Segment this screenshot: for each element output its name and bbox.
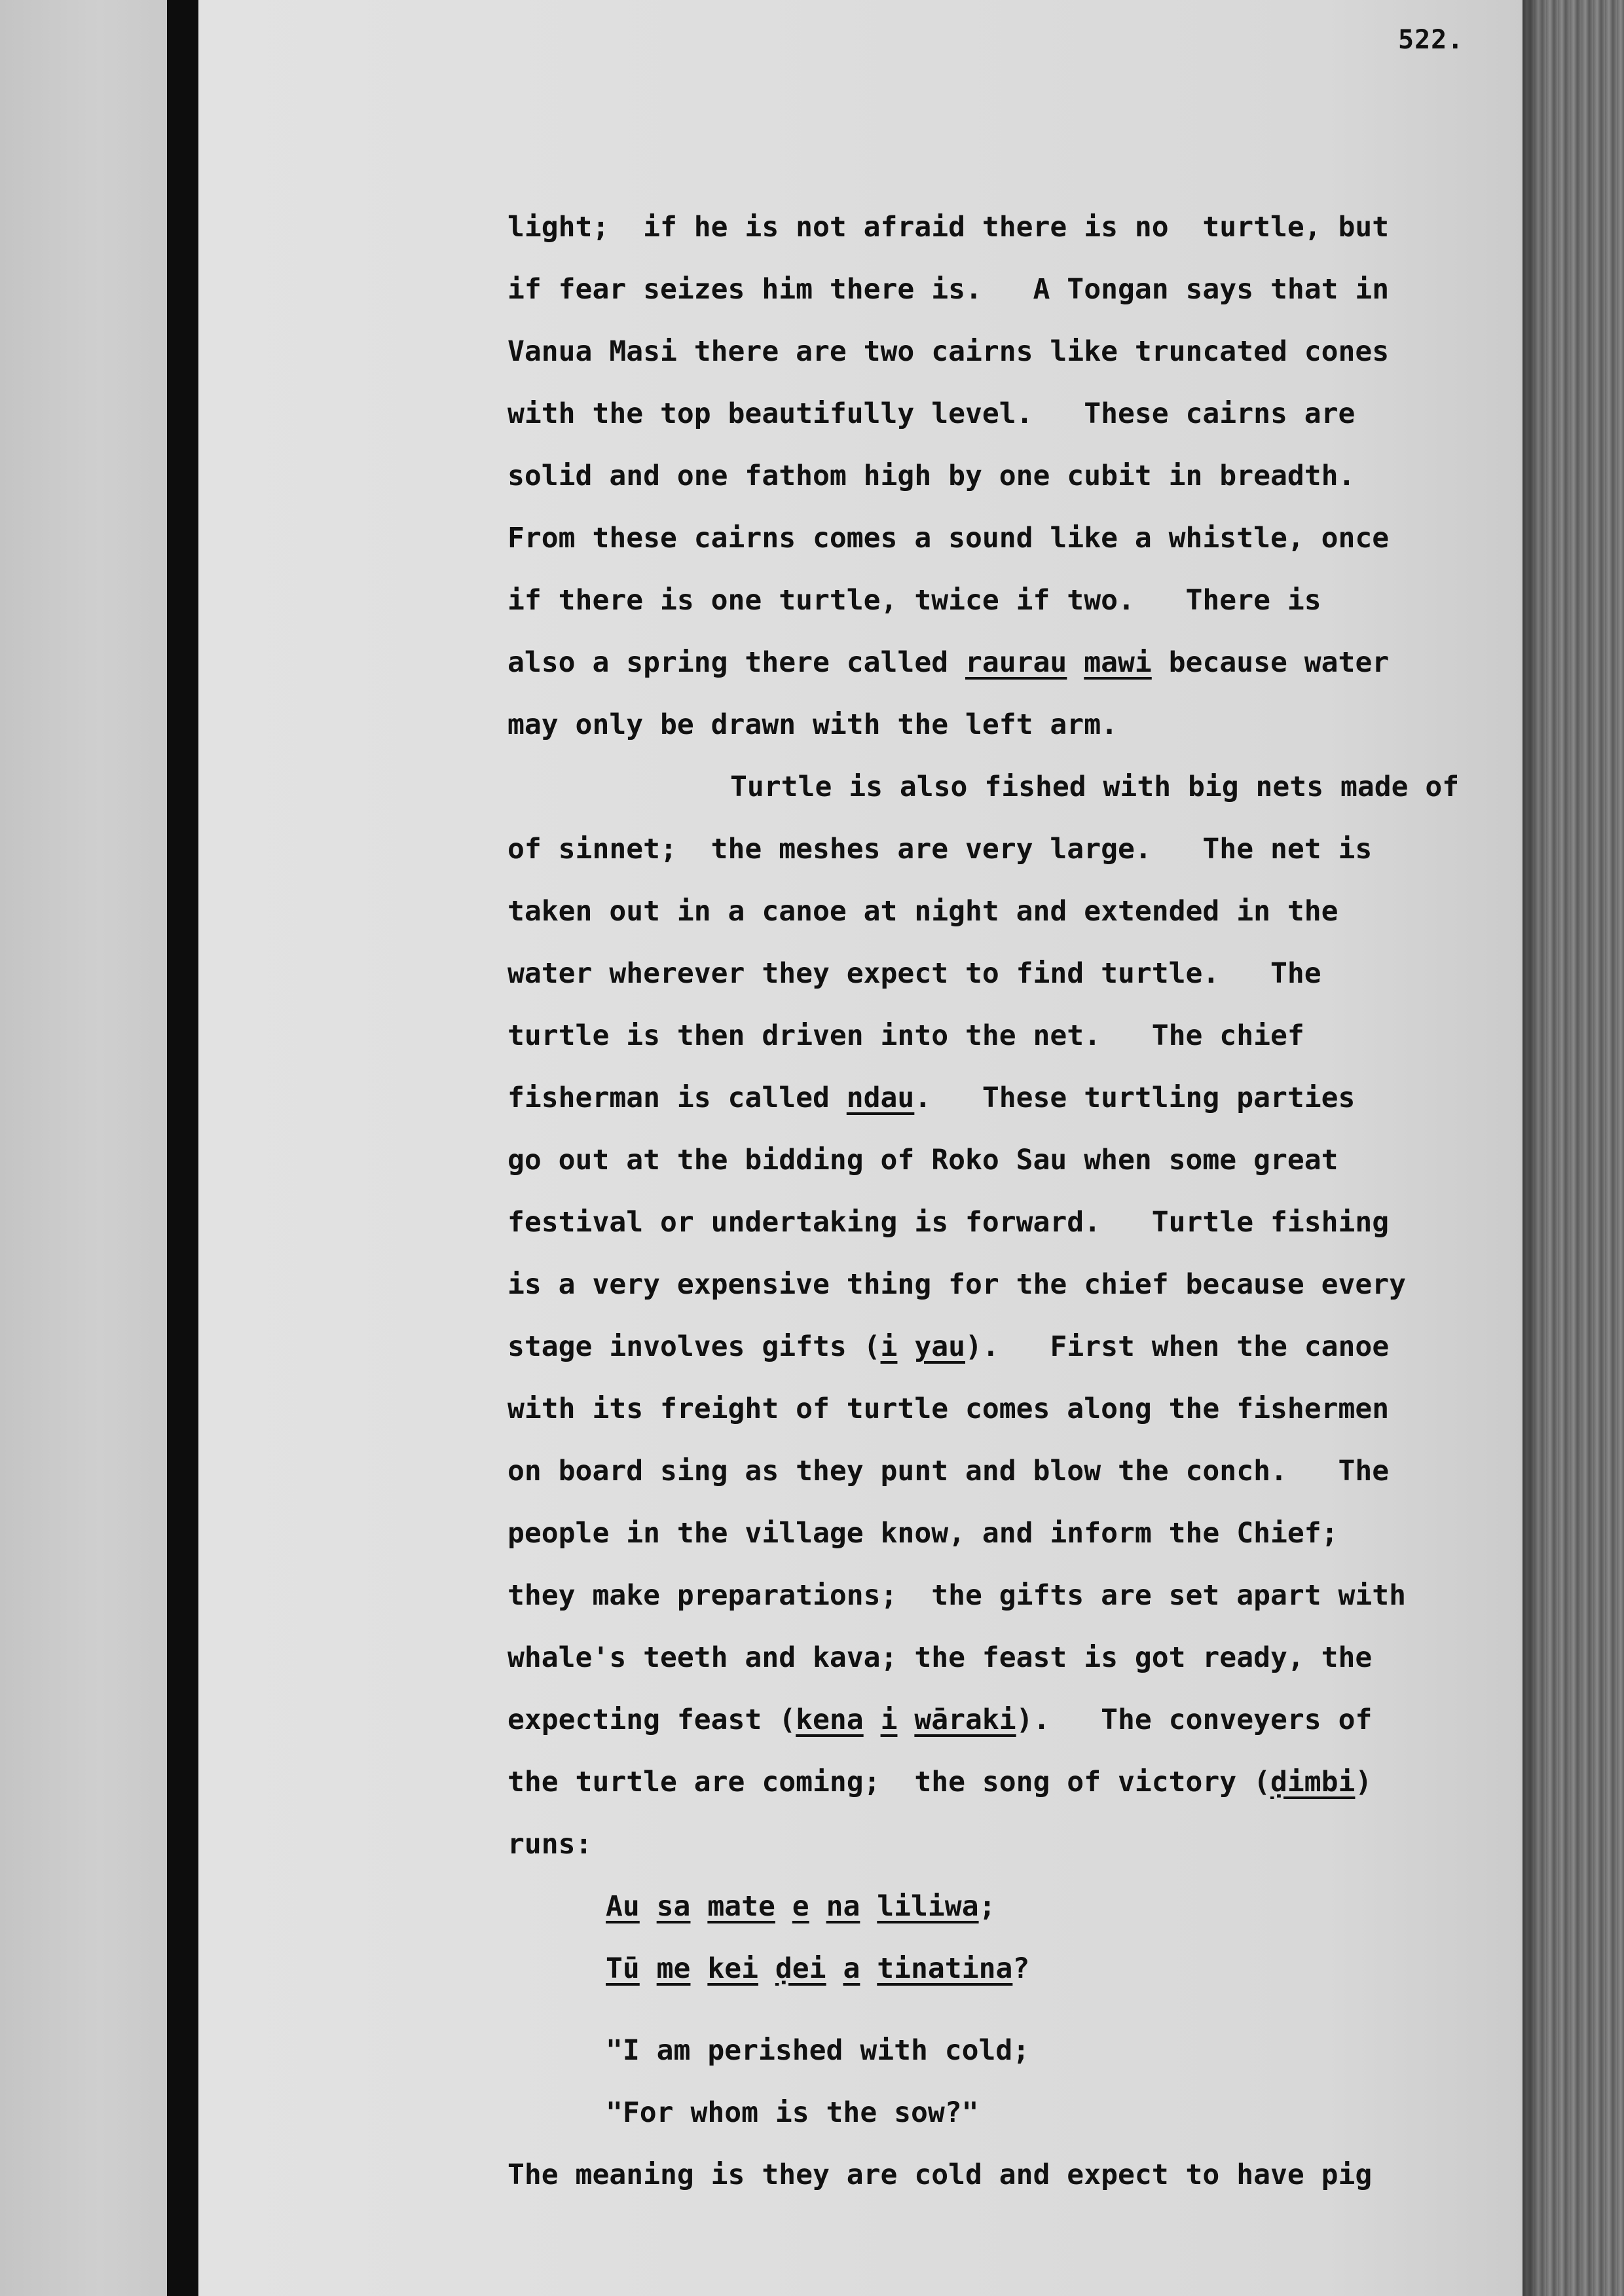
text-segment: ). The conveyers of bbox=[1016, 1704, 1373, 1736]
underlined-term: sa bbox=[656, 1890, 691, 1923]
text-segment bbox=[640, 1952, 657, 1985]
text-segment: The meaning is they are cold and expect to have pig bbox=[507, 2159, 1373, 2191]
text-line bbox=[507, 1192, 1490, 1254]
text-line bbox=[507, 1440, 1490, 1503]
text-line bbox=[507, 943, 1490, 1005]
underlined-term: wāraki bbox=[914, 1704, 1016, 1736]
text-line bbox=[507, 1751, 1490, 1813]
scan-left-margin bbox=[0, 0, 167, 2296]
text-segment bbox=[826, 1952, 843, 1985]
page-stack-shadow bbox=[1522, 0, 1542, 2296]
text-segment: ; bbox=[978, 1890, 996, 1923]
underlined-term: tinatina bbox=[877, 1952, 1013, 1985]
text-line bbox=[507, 1813, 1490, 1876]
text-segment: turtle is then driven into the net. The chief bbox=[507, 1019, 1304, 1052]
text-segment: ) bbox=[1355, 1766, 1373, 1798]
text-line bbox=[507, 2082, 1490, 2144]
text-segment bbox=[775, 1890, 792, 1923]
text-segment bbox=[758, 1952, 775, 1985]
underlined-term: ḍei bbox=[775, 1952, 826, 1985]
text-segment: with its freight of turtle comes along the fishermen bbox=[507, 1393, 1390, 1425]
text-segment bbox=[1067, 646, 1084, 679]
text-line bbox=[507, 1316, 1490, 1378]
text-segment: they make preparations; the gifts are set apart with bbox=[507, 1579, 1407, 1612]
text-segment: people in the village know, and inform the Chief; bbox=[507, 1517, 1338, 1550]
underlined-term: ḍimbi bbox=[1270, 1766, 1356, 1798]
text-segment: on board sing as they punt and blow the conch. The bbox=[507, 1455, 1390, 1487]
text-segment: "For whom is the sow?" bbox=[606, 2096, 979, 2129]
text-segment: solid and one fathom high by one cubit in breadth. bbox=[507, 460, 1356, 492]
underlined-term: i bbox=[880, 1330, 898, 1363]
text-line bbox=[507, 445, 1490, 507]
text-segment: also a spring there called bbox=[507, 646, 965, 679]
underlined-term: e bbox=[792, 1890, 809, 1923]
text-line bbox=[507, 1378, 1490, 1440]
text-segment bbox=[864, 1704, 881, 1736]
text-segment: Vanua Masi there are two cairns like truncated cones bbox=[507, 335, 1390, 368]
text-line bbox=[507, 1129, 1490, 1192]
text-line bbox=[507, 1503, 1490, 1565]
text-line bbox=[507, 1067, 1490, 1129]
text-segment: may only be drawn with the left arm. bbox=[507, 708, 1118, 741]
underlined-term: liliwa bbox=[877, 1890, 979, 1923]
underlined-term: yau bbox=[914, 1330, 965, 1363]
text-line bbox=[507, 1005, 1490, 1067]
text-segment: light; if he is not afraid there is no turtle, but bbox=[507, 211, 1390, 244]
text-segment bbox=[690, 1890, 707, 1923]
text-line bbox=[507, 756, 1490, 818]
text-line bbox=[507, 632, 1490, 694]
text-line bbox=[507, 818, 1490, 881]
underlined-term: i bbox=[880, 1704, 898, 1736]
text-line bbox=[507, 196, 1490, 259]
text-line bbox=[507, 259, 1490, 321]
text-segment bbox=[860, 1890, 877, 1923]
text-segment: the turtle are coming; the song of victory ( bbox=[507, 1766, 1270, 1798]
text-segment: ? bbox=[1012, 1952, 1030, 1985]
text-line bbox=[507, 881, 1490, 943]
text-line bbox=[507, 507, 1490, 570]
underlined-term: mate bbox=[707, 1890, 775, 1923]
text-line bbox=[507, 2144, 1490, 2206]
text-segment: expecting feast ( bbox=[507, 1704, 796, 1736]
text-line bbox=[507, 2020, 1490, 2082]
text-segment: with the top beautifully level. These cairns are bbox=[507, 397, 1356, 430]
text-segment bbox=[897, 1330, 914, 1363]
underlined-term: ndau bbox=[846, 1082, 915, 1114]
text-segment: whale's teeth and kava; the feast is got ready, the bbox=[507, 1641, 1373, 1674]
underlined-term: na bbox=[826, 1890, 860, 1923]
text-segment: From these cairns comes a sound like a whistle, once bbox=[507, 522, 1390, 555]
text-segment bbox=[690, 1952, 707, 1985]
text-segment: . These turtling parties bbox=[914, 1082, 1356, 1114]
underlined-term: kena bbox=[796, 1704, 864, 1736]
stanza-gap bbox=[507, 2000, 1490, 2020]
text-line bbox=[507, 1938, 1490, 2000]
text-segment: ). First when the canoe bbox=[965, 1330, 1390, 1363]
text-line bbox=[507, 383, 1490, 445]
underlined-term: Tū bbox=[606, 1952, 640, 1985]
underlined-term: Au bbox=[606, 1890, 640, 1923]
text-segment bbox=[897, 1704, 914, 1736]
text-line bbox=[507, 1689, 1490, 1751]
text-segment: taken out in a canoe at night and extended in the bbox=[507, 895, 1338, 928]
typescript-body bbox=[507, 196, 1490, 2206]
text-segment: festival or undertaking is forward. Turtle fishing bbox=[507, 1206, 1390, 1239]
text-segment: Turtle is also fished with big nets made of bbox=[730, 771, 1460, 803]
text-segment: is a very expensive thing for the chief because every bbox=[507, 1268, 1407, 1301]
page-number: 522. bbox=[1398, 25, 1464, 55]
underlined-term: a bbox=[843, 1952, 860, 1985]
text-line bbox=[507, 1876, 1490, 1938]
text-line bbox=[507, 694, 1490, 756]
text-segment: if fear seizes him there is. A Tongan says that in bbox=[507, 273, 1390, 306]
text-segment: water wherever they expect to find turtle. The bbox=[507, 957, 1321, 990]
text-segment bbox=[860, 1952, 877, 1985]
text-segment: stage involves gifts ( bbox=[507, 1330, 881, 1363]
text-line bbox=[507, 1565, 1490, 1627]
text-segment: of sinnet; the meshes are very large. The net is bbox=[507, 833, 1373, 866]
text-line bbox=[507, 1254, 1490, 1316]
text-line bbox=[507, 1627, 1490, 1689]
text-segment: go out at the bidding of Roko Sau when some great bbox=[507, 1144, 1338, 1176]
underlined-term: mawi bbox=[1084, 646, 1152, 679]
text-line bbox=[507, 321, 1490, 383]
text-segment: fisherman is called bbox=[507, 1082, 847, 1114]
text-segment: runs: bbox=[507, 1828, 593, 1861]
text-segment bbox=[640, 1890, 657, 1923]
text-line bbox=[507, 570, 1490, 632]
underlined-term: kei bbox=[707, 1952, 759, 1985]
text-segment: "I am perished with cold; bbox=[606, 2034, 1030, 2067]
underlined-term: me bbox=[656, 1952, 691, 1985]
text-segment: because water bbox=[1151, 646, 1390, 679]
binding-line bbox=[167, 0, 198, 2296]
underlined-term: raurau bbox=[965, 646, 1067, 679]
text-segment: if there is one turtle, twice if two. There is bbox=[507, 584, 1321, 617]
text-segment bbox=[809, 1890, 826, 1923]
